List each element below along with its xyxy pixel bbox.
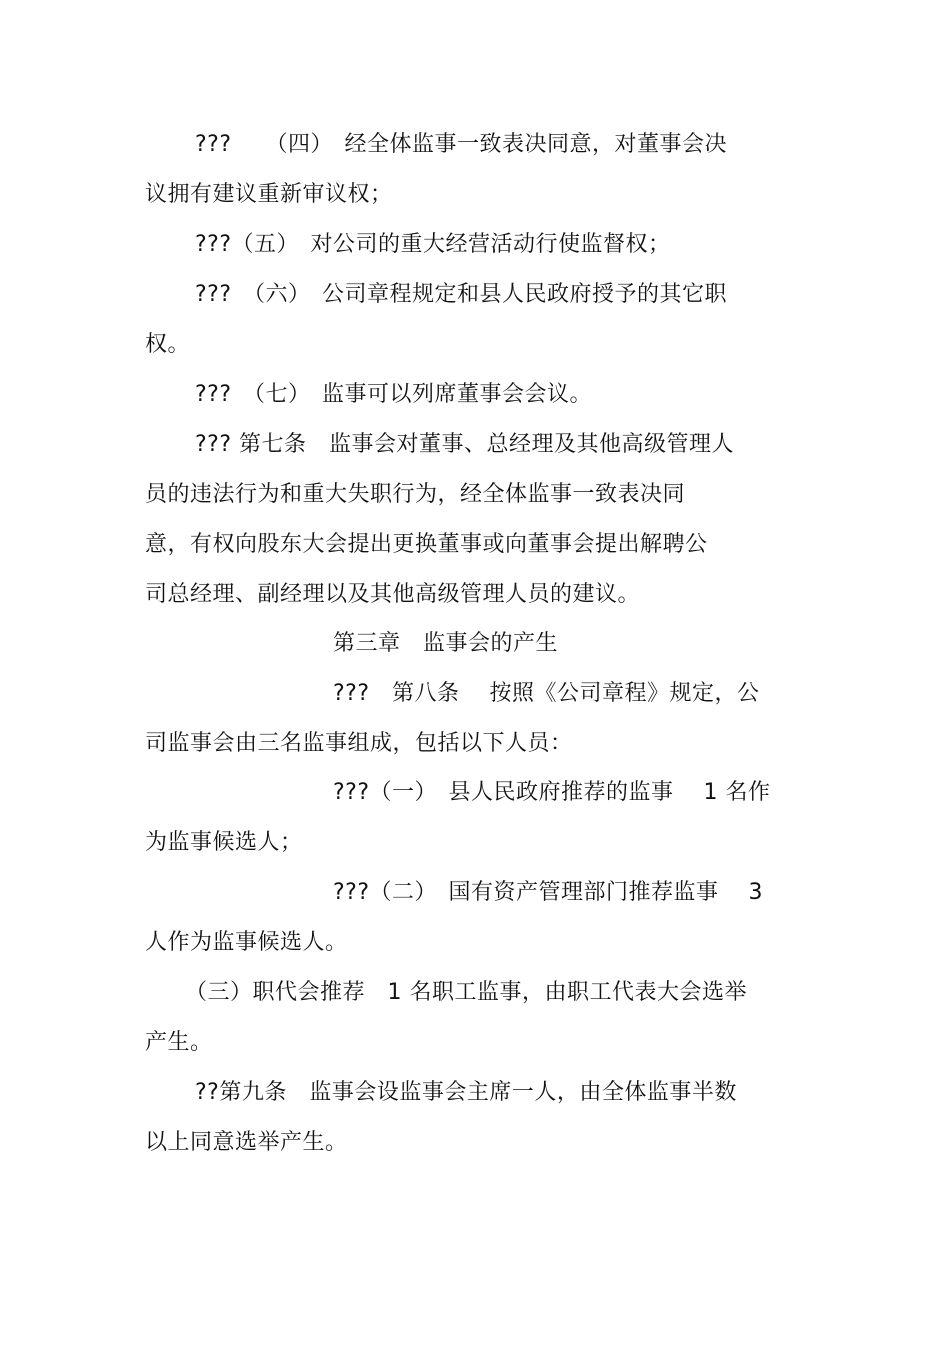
text-line-13: 司监事会由三名监事组成，包括以下人员： bbox=[145, 731, 573, 756]
text-line-15: 为监事候选人； bbox=[145, 830, 303, 855]
text-line-7: ??? 第七条 监事会对董事、总经理及其他高级管理人 bbox=[195, 432, 735, 457]
text-line-10: 司总经理、副经理以及其他高级管理人员的建议。 bbox=[145, 582, 641, 607]
text-line-21: 以上同意选举产生。 bbox=[145, 1130, 348, 1155]
text-line-9: 意，有权向股东大会提出更换董事或向董事会提出解聘公 bbox=[145, 532, 708, 557]
text-line-16: ???（二） 国有资产管理部门推荐监事 3 bbox=[333, 880, 764, 905]
text-line-2: 议拥有建议重新审议权； bbox=[145, 182, 393, 207]
text-line-20: ??第九条 监事会设监事会主席一人，由全体监事半数 bbox=[195, 1080, 737, 1105]
text-line-12: ??? 第八条 按照《公司章程》规定，公 bbox=[333, 681, 760, 706]
chapter-heading: 第三章 监事会的产生 bbox=[333, 631, 559, 656]
text-line-19: 产生。 bbox=[145, 1030, 213, 1055]
text-line-18: （三）职代会推荐 1 名职工监事，由职工代表大会选举 bbox=[185, 980, 747, 1005]
text-line-5: 权。 bbox=[145, 332, 191, 357]
text-line-4: ??? （六） 公司章程规定和县人民政府授予的其它职 bbox=[195, 282, 728, 307]
text-line-14: ???（一） 县人民政府推荐的监事 1 名作 bbox=[333, 780, 771, 805]
text-line-17: 人作为监事候选人。 bbox=[145, 930, 348, 955]
text-line-8: 员的违法行为和重大失职行为，经全体监事一致表决同 bbox=[145, 482, 686, 507]
text-line-3: ???（五） 对公司的重大经营活动行使监督权； bbox=[195, 232, 671, 257]
text-line-1: ??? （四） 经全体监事一致表决同意，对董事会决 bbox=[195, 132, 728, 157]
text-line-6: ??? （七） 监事可以列席董事会会议。 bbox=[195, 382, 593, 407]
